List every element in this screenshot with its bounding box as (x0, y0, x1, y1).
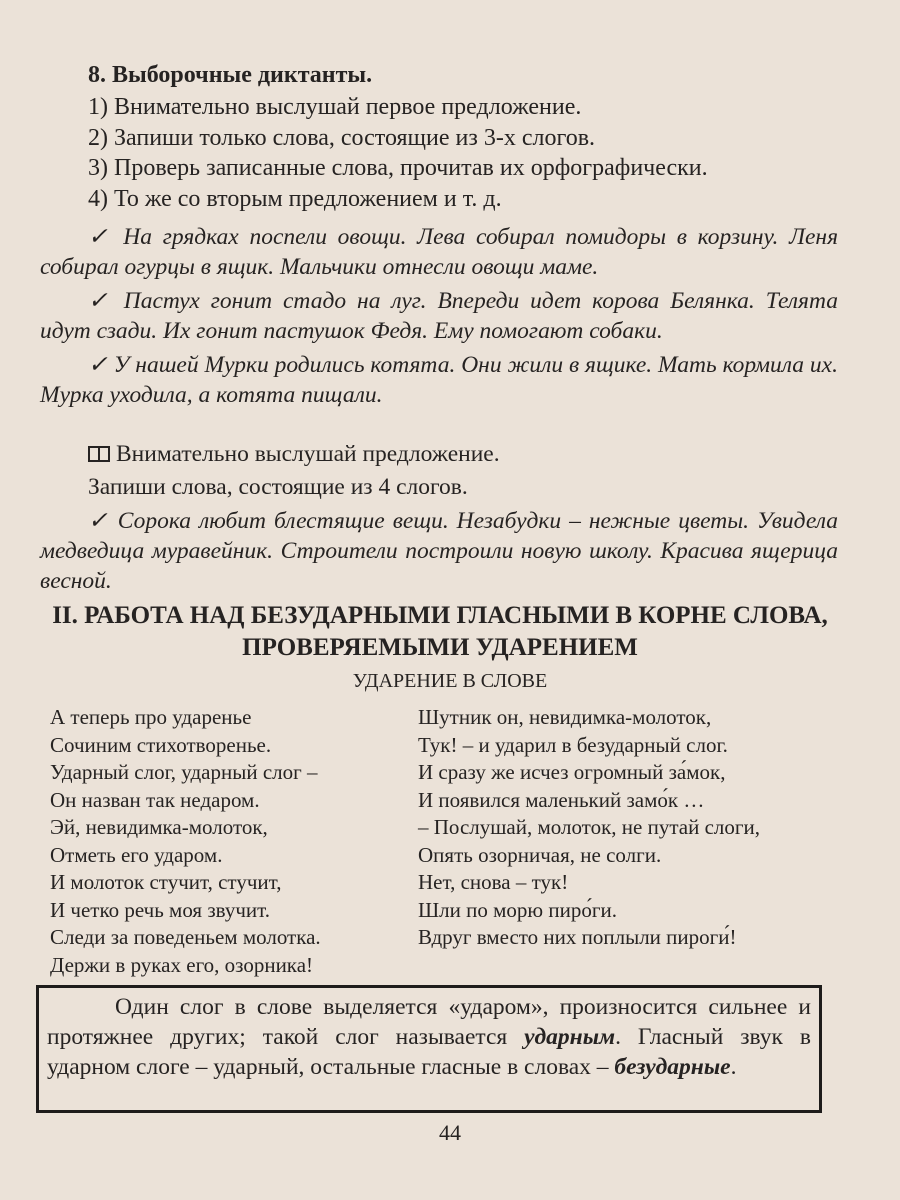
term: безударные (614, 1054, 731, 1080)
step: 1) Внимательно выслушай первое предложение. (88, 94, 582, 120)
poem-line: Ударный слог, ударный слог – (50, 760, 318, 784)
step: 3) Проверь записанные слова, прочитав их орфографически. (88, 155, 708, 181)
poem-line: Сочиним стихотворенье. (50, 732, 272, 757)
dictation-text: ✓ На грядках поспели овощи. Лева собирал помидоры в корзину. Леня собирал огурцы в ящик. Мальчики отнесли овощи маме. (40, 224, 838, 280)
steps-list (88, 92, 708, 214)
page-number: 44 (439, 1120, 461, 1145)
checkmark-icon: ✓ (88, 352, 114, 378)
poem-line: Шутник он, невидимка-молоток, (418, 705, 712, 729)
checkmark-icon: ✓ (88, 224, 124, 250)
rule-box: Один слог в слове выделяется «ударом», произносится сильнее и протяжнее других; такой слог называется ударным. Гласный звук в ударном слоге – ударный, остальные гласные в словах – безударные. (36, 985, 822, 1113)
open-book-icon (88, 446, 110, 462)
poem-line: – Послушай, молоток, не путай слоги, (418, 815, 760, 839)
section-title: II. РАБОТА НАД БЕЗУДАРНЫМИ ГЛАСНЫМИ В КОРНЕ СЛОВА, ПРОВЕРЯЕМЫМИ УДАРЕНИЕМ (52, 602, 828, 661)
instruction: Запиши слова, состоящие из 4 слогов. (88, 474, 468, 500)
dictation-texts-2 (40, 506, 838, 600)
poem-line: И молоток стучит, стучит, (50, 870, 282, 894)
dictation-text: ✓ Пастух гонит стадо на луг. Впереди идет корова Белянка. Телята идут сзади. Их гонит пастушок Федя. Ему помогают собаки. (40, 288, 838, 344)
checkmark-icon: ✓ (88, 288, 124, 314)
poem-line: Опять озорничая, не солги. (418, 842, 662, 867)
step: 4) То же со вторым предложением и т. д. (88, 185, 502, 212)
term: ударным (524, 1024, 616, 1050)
poem-line: Вдруг вместо них поплыли пироги́! (418, 925, 737, 949)
section-heading: 8. Выборочные диктанты. (88, 62, 373, 88)
poem-line: Тук! – и ударил в безударный слог. (418, 732, 728, 757)
section-subtitle: УДАРЕНИЕ В СЛОВЕ (352, 670, 548, 692)
dictation-text: ✓ У нашей Мурки родились котята. Они жили в ящике. Мать кормила их. Мурка уходила, а котята пищали. (40, 352, 838, 408)
poem-right (418, 704, 760, 952)
poem-line: Шли по морю пиро́ги. (418, 897, 617, 922)
instruction: Внимательно выслушай предложение. (116, 441, 500, 467)
exercise-instructions (88, 438, 500, 504)
poem-line: Следи за поведеньем молотка. (50, 925, 321, 949)
poem-line: Эй, невидимка-молоток, (50, 815, 268, 839)
checkmark-icon: ✓ (88, 508, 118, 534)
poem-line: Держи в руках его, озорника! (50, 952, 314, 977)
step: 2) Запиши только слова, состоящие из 3-х слогов. (88, 124, 596, 151)
poem-line: Он назван так недаром. (50, 787, 260, 812)
dictation-text: ✓ Сорока любит блестящие вещи. Незабудки – нежные цветы. Увидела медведица муравейник. Строители построили новую школу. Красива ящерица весной. (40, 508, 838, 594)
poem-left (50, 704, 321, 979)
poem-line: Отметь его ударом. (50, 842, 223, 867)
dictation-texts (40, 222, 838, 414)
poem-line: А теперь про ударенье (50, 705, 252, 729)
poem-line: И сразу же исчез огромный за́мок, (418, 760, 726, 784)
poem-line: И четко речь моя звучит. (50, 897, 270, 922)
poem-line: Нет, снова – тук! (418, 870, 569, 894)
poem-line: И появился маленький замо́к … (418, 787, 705, 812)
